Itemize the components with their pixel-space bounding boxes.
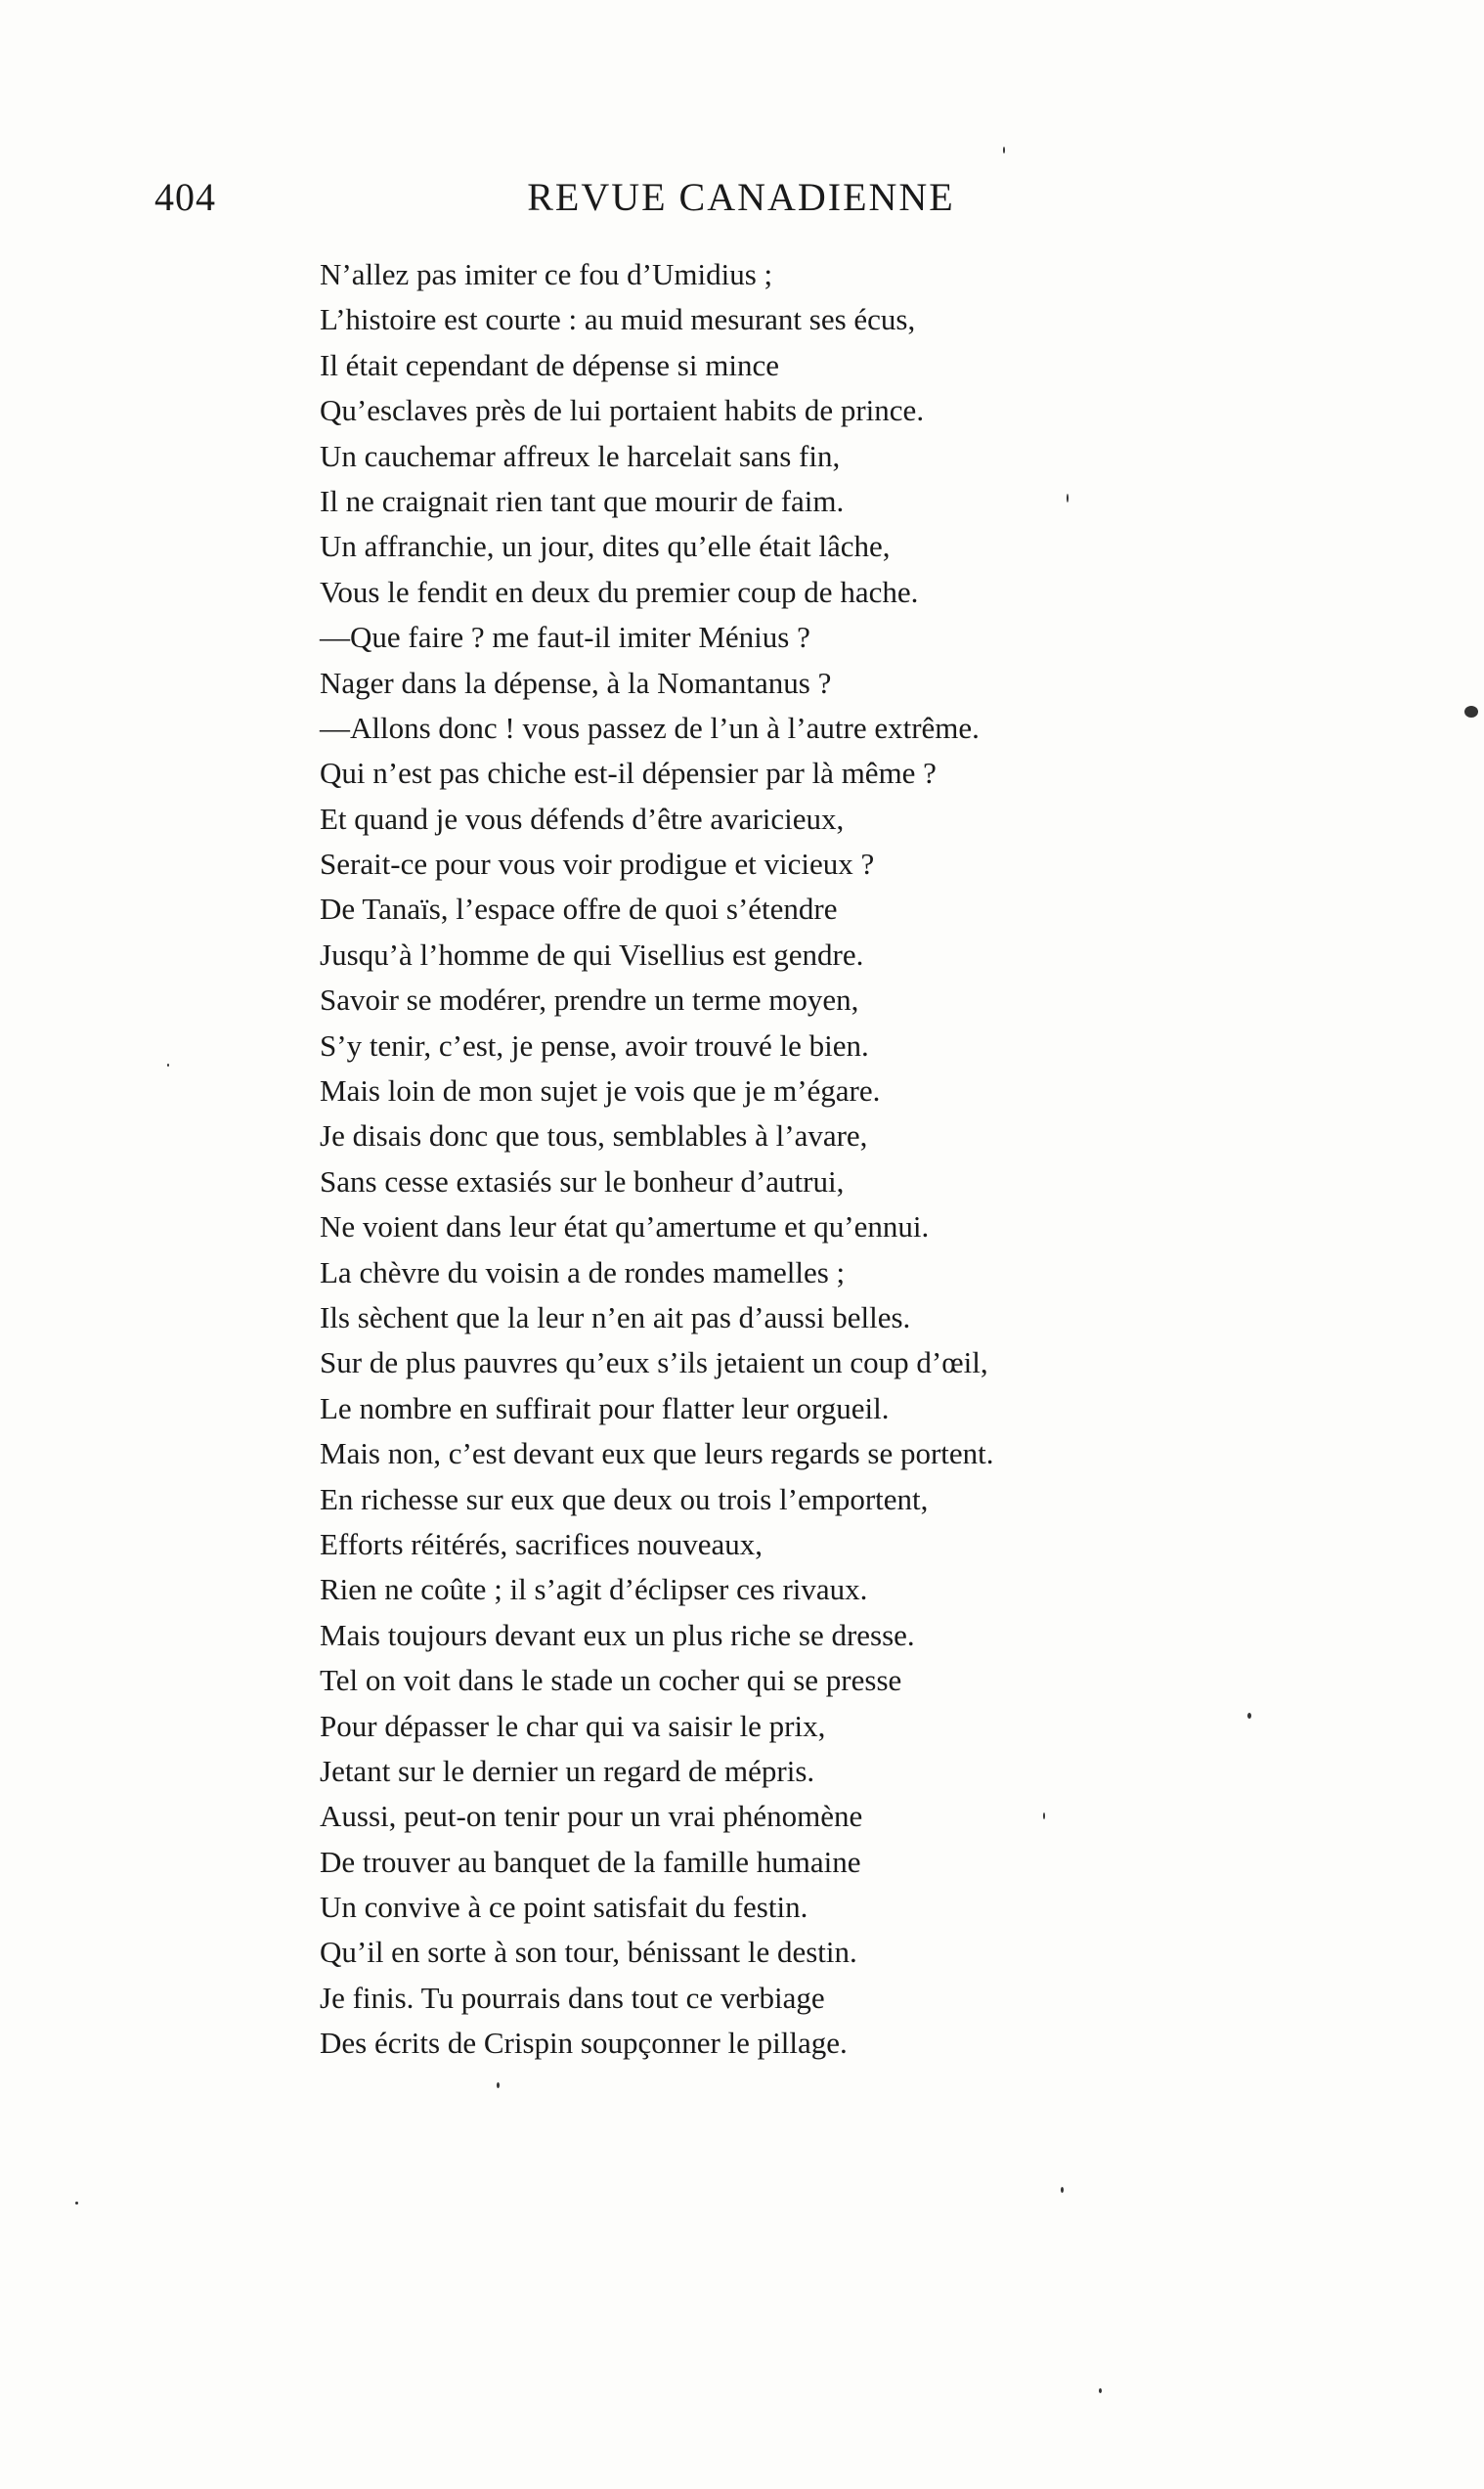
scan-speck [1067, 494, 1069, 502]
scan-speck [167, 1064, 169, 1067]
verse-line: De Tanaïs, l’espace offre de quoi s’étendre [320, 892, 838, 927]
scan-speck [1003, 147, 1005, 153]
verse-line: Savoir se modérer, prendre un terme moyen, [320, 982, 859, 1018]
verse-line: Un cauchemar affreux le harcelait sans fin, [320, 438, 841, 473]
scan-speck [1099, 2388, 1102, 2393]
scan-speck [1061, 2187, 1064, 2193]
verse-line: S’y tenir, c’est, je pense, avoir trouvé le bien. [320, 1027, 869, 1063]
verse-line: Mais toujours devant eux un plus riche se dresse. [320, 1617, 915, 1652]
verse-line: N’allez pas imiter ce fou d’Umidius ; [320, 257, 773, 291]
verse-line: Un convive à ce point satisfait du festin. [320, 1890, 808, 1925]
verse-line: Tel on voit dans le stade un cocher qui se presse [320, 1663, 902, 1698]
verse-line: Je finis. Tu pourrais dans tout ce verbiage [320, 1980, 825, 2015]
verse-line: Pour dépasser le char qui va saisir le prix, [320, 1708, 826, 1743]
verse-line: Le nombre en suffirait pour flatter leur orgueil. [320, 1390, 890, 1425]
verse-line: Nager dans la dépense, à la Nomantanus ? [320, 665, 832, 700]
verse-line: Mais loin de mon sujet je vois que je m’égare. [320, 1073, 881, 1109]
scan-speck [497, 2082, 500, 2088]
verse-line: Un affranchie, un jour, dites qu’elle était lâche, [320, 529, 891, 564]
verse-line: —Que faire ? me faut-il imiter Ménius ? [320, 620, 810, 655]
verse-line: Mais non, c’est devant eux que leurs regards se portent. [320, 1436, 994, 1471]
verse-line: De trouver au banquet de la famille humaine [320, 1844, 861, 1879]
verse-line: Il ne craignait rien tant que mourir de faim. [320, 483, 845, 518]
page-header [154, 174, 1328, 233]
scan-speck [1043, 1812, 1045, 1819]
scan-speck [1464, 706, 1478, 718]
verse-line: Je disais donc que tous, semblables à l’avare, [320, 1118, 868, 1154]
poem-verses [320, 252, 1297, 2067]
verse-line: En richesse sur eux que deux ou trois l’emportent, [320, 1481, 929, 1516]
verse-line: Rien ne coûte ; il s’agit d’éclipser ces rivaux. [320, 1572, 868, 1607]
verse-line: Qu’esclaves près de lui portaient habits de prince. [320, 393, 925, 428]
verse-line: Des écrits de Crispin soupçonner le pillage. [320, 2026, 848, 2061]
verse-line: Serait-ce pour vous voir prodigue et vicieux ? [320, 847, 875, 882]
verse-line: —Allons donc ! vous passez de l’un à l’autre extrême. [320, 710, 980, 745]
verse-line: Efforts réitérés, sacrifices nouveaux, [320, 1526, 764, 1561]
verse-line: Jusqu’à l’homme de qui Visellius est gendre. [320, 937, 864, 972]
verse-line: Aussi, peut-on tenir pour un vrai phénomène [320, 1799, 863, 1834]
verse-line: Qu’il en sorte à son tour, bénissant le destin. [320, 1935, 857, 1970]
verse-line: Et quand je vous défends d’être avaricieux, [320, 801, 845, 836]
verse-line: La chèvre du voisin a de rondes mamelles ; [320, 1254, 846, 1289]
verse-line: Il était cependant de dépense si mince [320, 347, 779, 382]
verse-line: Ils sèchent que la leur n’en ait pas d’aussi belles. [320, 1299, 911, 1334]
verse-line: L’histoire est courte : au muid mesurant ses écus, [320, 302, 916, 337]
page-number: 404 [154, 175, 216, 219]
verse-line: Jetant sur le dernier un regard de mépris. [320, 1753, 815, 1788]
verse-line: Sur de plus pauvres qu’eux s’ils jetaient un coup d’œil, [320, 1345, 988, 1380]
verse-line: Ne voient dans leur état qu’amertume et qu’ennui. [320, 1209, 930, 1244]
verse-line: Sans cesse extasiés sur le bonheur d’autrui, [320, 1163, 845, 1199]
running-title: REVUE CANADIENNE [527, 175, 955, 219]
verse-line: Qui n’est pas chiche est-il dépensier par là même ? [320, 756, 937, 791]
scan-speck [1247, 1713, 1251, 1719]
scan-speck [75, 2202, 78, 2205]
verse-line: Vous le fendit en deux du premier coup de hache. [320, 574, 919, 609]
